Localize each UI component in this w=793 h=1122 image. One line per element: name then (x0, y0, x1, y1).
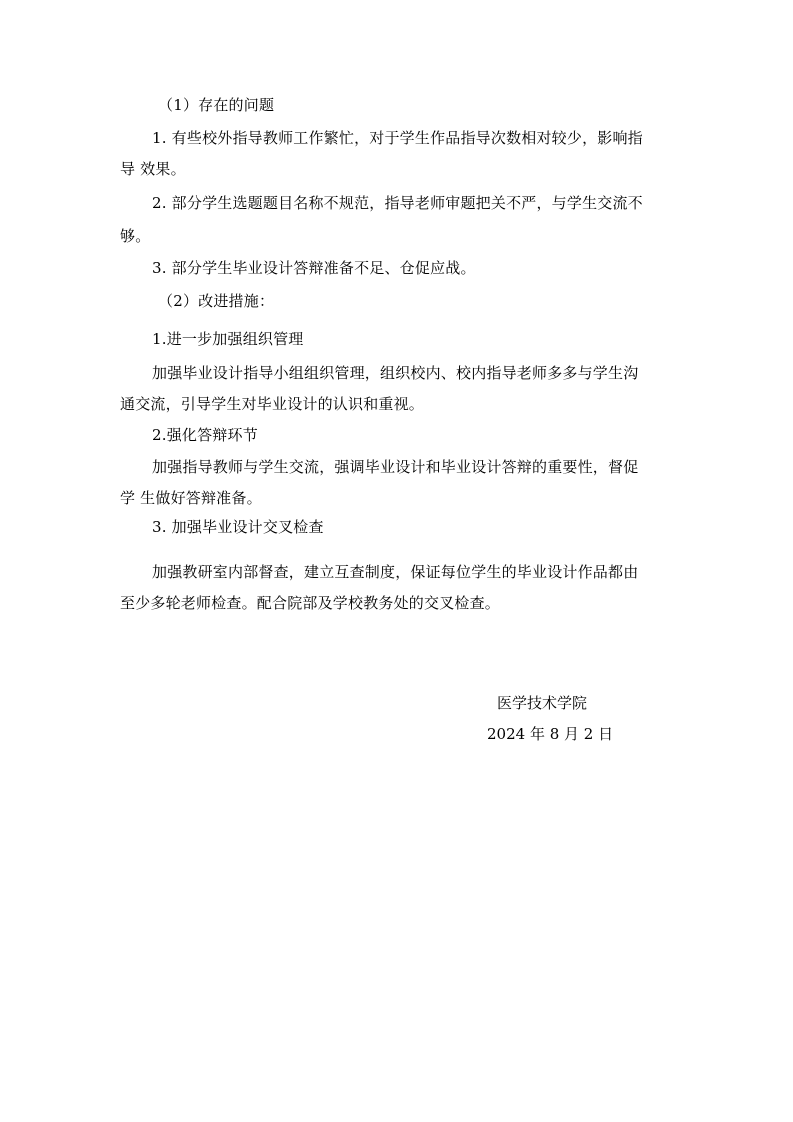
signature-date: 2024 年 8 月 2 日 (487, 725, 614, 743)
measure-1-line-1: 加强毕业设计指导小组组织管理，组织校内、校内指导老师多多与学生沟 (152, 364, 639, 382)
measure-2-line-2: 学 生做好答辩准备。 (120, 489, 262, 507)
measure-3-title: 3. 加强毕业设计交叉检查 (152, 518, 324, 536)
problem-3: 3. 部分学生毕业设计答辩准备不足、仓促应战。 (152, 259, 476, 277)
problem-1-line-1: 1. 有些校外指导教师工作繁忙，对于学生作品指导次数相对较少，影响指 (152, 129, 643, 147)
signature-organization: 医学技术学院 (497, 694, 588, 712)
measure-3-line-1: 加强教研室内部督查，建立互查制度，保证每位学生的毕业设计作品都由 (152, 563, 639, 581)
problem-2-line-2: 够。 (120, 227, 151, 245)
problem-1-line-2: 导 效果。 (120, 160, 186, 178)
measure-2-title: 2.强化答辩环节 (152, 426, 258, 444)
measure-1-title: 1.进一步加强组织管理 (152, 330, 304, 348)
measure-2-line-1: 加强指导教师与学生交流，强调毕业设计和毕业设计答辩的重要性，督促 (152, 458, 639, 476)
measure-3-line-2: 至少多轮老师检查。配合院部及学校教务处的交叉检查。 (120, 594, 501, 612)
measures-heading: （2）改进措施： (158, 292, 275, 310)
measure-1-line-2: 通交流，引导学生对毕业设计的认识和重视。 (120, 395, 425, 413)
problem-2-line-1: 2. 部分学生选题题目名称不规范，指导老师审题把关不严，与学生交流不 (152, 194, 643, 212)
problems-heading: （1）存在的问题 (158, 96, 275, 114)
